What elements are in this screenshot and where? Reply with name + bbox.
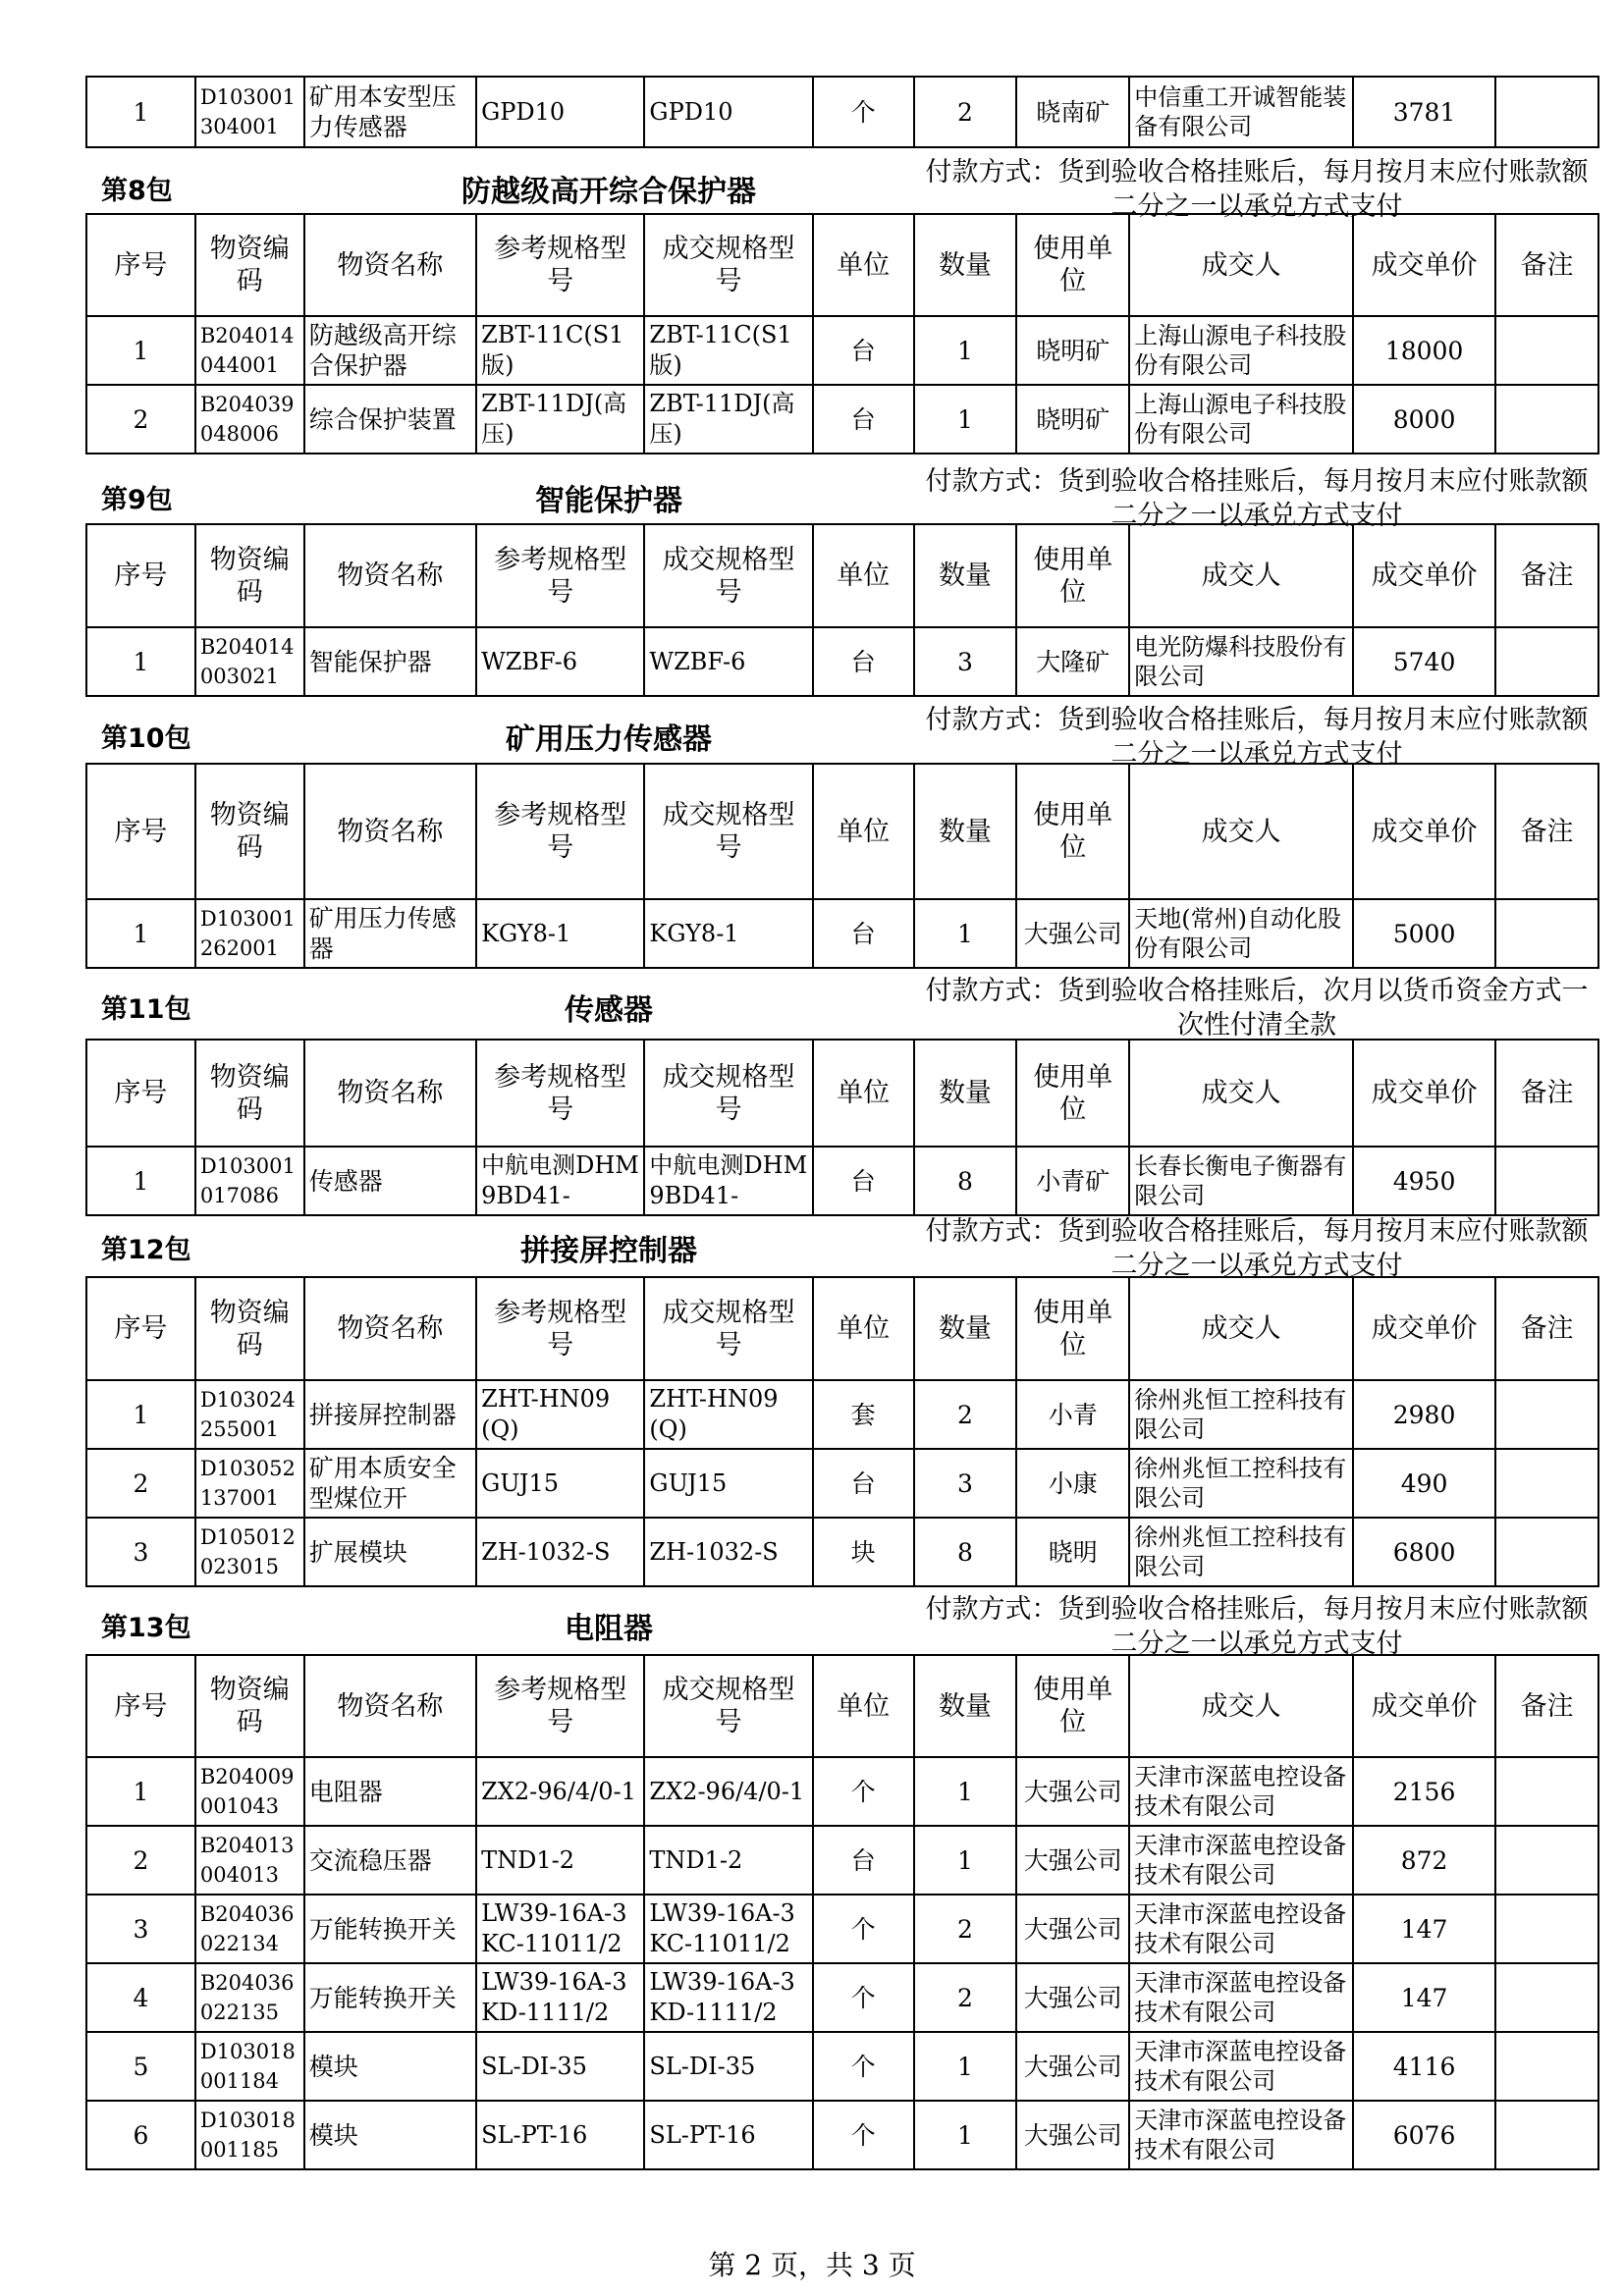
deal-spec-cell: LW39-16A-3KC-11011/2	[644, 1895, 812, 1963]
payment-terms: 付款方式：货到验收合格挂账后，每月按月末应付账款额二分之一以承兑方式支付	[925, 466, 1589, 531]
note-cell	[1495, 1757, 1598, 1826]
ref-spec-cell: ZHT-HN09(Q)	[476, 1380, 644, 1449]
name-cell: 传感器	[304, 1147, 476, 1215]
column-header: 序号	[86, 1040, 195, 1147]
column-header: 备注	[1495, 524, 1598, 627]
column-header: 物资名称	[304, 1040, 476, 1147]
column-header: 序号	[86, 1277, 195, 1380]
package-number: 第12包	[101, 1235, 191, 1265]
name-cell: 扩展模块	[304, 1518, 476, 1586]
column-header: 成交规格型号	[644, 214, 812, 316]
qty-cell: 8	[914, 1147, 1017, 1215]
column-header: 成交单价	[1353, 524, 1495, 627]
deal-spec-cell: WZBF-6	[644, 627, 812, 696]
column-header: 数量	[914, 1655, 1017, 1757]
code-cell: B204036022134	[195, 1895, 304, 1963]
deal-spec-cell: 中航电测DHM9BD41-	[644, 1147, 812, 1215]
ref-spec-cell: ZX2-96/4/0-1	[476, 1757, 644, 1826]
name-cell: 万能转换开关	[304, 1895, 476, 1963]
ref-spec-cell: 中航电测DHM9BD41-	[476, 1147, 644, 1215]
column-header: 成交人	[1129, 214, 1353, 316]
column-header: 使用单位	[1016, 1655, 1129, 1757]
vendor-cell: 徐州兆恒工控科技有限公司	[1129, 1449, 1353, 1518]
table-header-row	[86, 524, 1598, 627]
code-cell: D103018001184	[195, 2032, 304, 2101]
deal-spec-cell: GPD10	[644, 77, 812, 147]
column-header: 备注	[1495, 764, 1598, 899]
price-cell: 490	[1353, 1449, 1495, 1518]
name-cell: 拼接屏控制器	[304, 1380, 476, 1449]
column-header: 单位	[813, 214, 914, 316]
user-cell: 晓南矿	[1016, 77, 1129, 147]
column-header: 数量	[914, 1277, 1017, 1380]
ref-spec-cell: ZBT-11DJ(高压)	[476, 385, 644, 454]
vendor-cell: 中信重工开诚智能装备有限公司	[1129, 77, 1353, 147]
qty-cell: 3	[914, 627, 1017, 696]
package-table	[85, 763, 1599, 969]
unit-cell: 个	[813, 1963, 914, 2032]
note-cell	[1495, 627, 1598, 696]
price-cell: 2980	[1353, 1380, 1495, 1449]
package-title: 传感器	[565, 993, 653, 1028]
seq-cell: 5	[86, 2032, 195, 2101]
note-cell	[1495, 1826, 1598, 1895]
column-header: 使用单位	[1016, 1277, 1129, 1380]
column-header: 成交规格型号	[644, 524, 812, 627]
deal-spec-cell: ZX2-96/4/0-1	[644, 1757, 812, 1826]
user-cell: 大强公司	[1016, 2101, 1129, 2169]
table-row	[86, 316, 1598, 385]
deal-spec-cell: LW39-16A-3KD-1111/2	[644, 1963, 812, 2032]
name-cell: 矿用本安型压力传感器	[304, 77, 476, 147]
column-header: 成交单价	[1353, 1277, 1495, 1380]
deal-spec-cell: SL-DI-35	[644, 2032, 812, 2101]
unit-cell: 台	[813, 1826, 914, 1895]
unit-cell: 台	[813, 385, 914, 454]
note-cell	[1495, 77, 1598, 147]
code-cell: B204013004013	[195, 1826, 304, 1895]
price-cell: 2156	[1353, 1757, 1495, 1826]
column-header: 序号	[86, 214, 195, 316]
unit-cell: 个	[813, 2101, 914, 2169]
name-cell: 交流稳压器	[304, 1826, 476, 1895]
code-cell: B204014044001	[195, 316, 304, 385]
unit-cell: 个	[813, 77, 914, 147]
column-header: 成交单价	[1353, 1655, 1495, 1757]
payment-terms: 付款方式：货到验收合格挂账后，每月按月末应付账款额二分之一以承兑方式支付	[925, 705, 1589, 770]
column-header: 成交单价	[1353, 764, 1495, 899]
column-header: 备注	[1495, 1655, 1598, 1757]
name-cell: 智能保护器	[304, 627, 476, 696]
column-header: 物资编码	[195, 764, 304, 899]
column-header: 备注	[1495, 1277, 1598, 1380]
column-header: 单位	[813, 524, 914, 627]
code-cell: D103001304001	[195, 77, 304, 147]
code-cell: D103052137001	[195, 1449, 304, 1518]
price-cell: 5740	[1353, 627, 1495, 696]
column-header: 物资编码	[195, 524, 304, 627]
note-cell	[1495, 1518, 1598, 1586]
column-header: 物资名称	[304, 1277, 476, 1380]
column-header: 参考规格型号	[476, 764, 644, 899]
seq-cell: 3	[86, 1895, 195, 1963]
table-row	[86, 1757, 1598, 1826]
unit-cell: 套	[813, 1380, 914, 1449]
seq-cell: 2	[86, 1826, 195, 1895]
column-header: 成交规格型号	[644, 1277, 812, 1380]
column-header: 物资名称	[304, 524, 476, 627]
note-cell	[1495, 1963, 1598, 2032]
code-cell: D103018001185	[195, 2101, 304, 2169]
name-cell: 综合保护装置	[304, 385, 476, 454]
code-cell: D105012023015	[195, 1518, 304, 1586]
table-row	[86, 2101, 1598, 2169]
vendor-cell: 长春长衡电子衡器有限公司	[1129, 1147, 1353, 1215]
column-header: 物资编码	[195, 1040, 304, 1147]
package-table	[85, 213, 1599, 454]
table-row	[86, 1518, 1598, 1586]
payment-terms: 付款方式：货到验收合格挂账后，每月按月末应付账款额二分之一以承兑方式支付	[925, 157, 1589, 222]
qty-cell: 1	[914, 385, 1017, 454]
qty-cell: 1	[914, 899, 1017, 968]
deal-spec-cell: GUJ15	[644, 1449, 812, 1518]
column-header: 成交规格型号	[644, 1655, 812, 1757]
payment-terms: 付款方式：货到验收合格挂账后，次月以货币资金方式一次性付清全款	[925, 976, 1589, 1041]
vendor-cell: 上海山源电子科技股份有限公司	[1129, 385, 1353, 454]
ref-spec-cell: LW39-16A-3KC-11011/2	[476, 1895, 644, 1963]
table-row	[86, 77, 1598, 147]
ref-spec-cell: GUJ15	[476, 1449, 644, 1518]
package-table	[85, 1039, 1599, 1216]
unit-cell: 个	[813, 1757, 914, 1826]
column-header: 数量	[914, 764, 1017, 899]
column-header: 使用单位	[1016, 764, 1129, 899]
price-cell: 5000	[1353, 899, 1495, 968]
deal-spec-cell: ZBT-11DJ(高压)	[644, 385, 812, 454]
column-header: 参考规格型号	[476, 214, 644, 316]
price-cell: 4116	[1353, 2032, 1495, 2101]
seq-cell: 1	[86, 316, 195, 385]
code-cell: B204014003021	[195, 627, 304, 696]
vendor-cell: 天津市深蓝电控设备技术有限公司	[1129, 2032, 1353, 2101]
table-header-row	[86, 1277, 1598, 1380]
deal-spec-cell: SL-PT-16	[644, 2101, 812, 2169]
user-cell: 大隆矿	[1016, 627, 1129, 696]
column-header: 物资编码	[195, 214, 304, 316]
deal-spec-cell: ZHT-HN09(Q)	[644, 1380, 812, 1449]
ref-spec-cell: GPD10	[476, 77, 644, 147]
unit-cell: 个	[813, 1895, 914, 1963]
unit-cell: 台	[813, 1147, 914, 1215]
vendor-cell: 天地(常州)自动化股份有限公司	[1129, 899, 1353, 968]
package-number: 第9包	[101, 485, 173, 515]
table-row	[86, 385, 1598, 454]
package-number: 第11包	[101, 994, 191, 1025]
table-header-row	[86, 1040, 1598, 1147]
user-cell: 大强公司	[1016, 1757, 1129, 1826]
continued-table	[85, 76, 1599, 148]
vendor-cell: 上海山源电子科技股份有限公司	[1129, 316, 1353, 385]
vendor-cell: 徐州兆恒工控科技有限公司	[1129, 1518, 1353, 1586]
table-row	[86, 899, 1598, 968]
code-cell: D103001017086	[195, 1147, 304, 1215]
column-header: 成交单价	[1353, 1040, 1495, 1147]
ref-spec-cell: SL-DI-35	[476, 2032, 644, 2101]
column-header: 物资名称	[304, 214, 476, 316]
qty-cell: 1	[914, 1826, 1017, 1895]
deal-spec-cell: ZBT-11C(S1版)	[644, 316, 812, 385]
price-cell: 147	[1353, 1895, 1495, 1963]
price-cell: 3781	[1353, 77, 1495, 147]
column-header: 使用单位	[1016, 1040, 1129, 1147]
qty-cell: 2	[914, 77, 1017, 147]
code-cell: D103001262001	[195, 899, 304, 968]
vendor-cell: 天津市深蓝电控设备技术有限公司	[1129, 1895, 1353, 1963]
seq-cell: 4	[86, 1963, 195, 2032]
column-header: 使用单位	[1016, 214, 1129, 316]
column-header: 物资名称	[304, 1655, 476, 1757]
column-header: 成交规格型号	[644, 764, 812, 899]
package-title: 防越级高开综合保护器	[461, 175, 756, 209]
column-header: 参考规格型号	[476, 1655, 644, 1757]
deal-spec-cell: KGY8-1	[644, 899, 812, 968]
column-header: 参考规格型号	[476, 1277, 644, 1380]
table-row	[86, 2032, 1598, 2101]
table-header-row	[86, 1655, 1598, 1757]
column-header: 序号	[86, 764, 195, 899]
unit-cell: 个	[813, 2032, 914, 2101]
price-cell: 6800	[1353, 1518, 1495, 1586]
seq-cell: 1	[86, 899, 195, 968]
table-row	[86, 1449, 1598, 1518]
column-header: 成交人	[1129, 1655, 1353, 1757]
price-cell: 8000	[1353, 385, 1495, 454]
unit-cell: 台	[813, 1449, 914, 1518]
name-cell: 矿用压力传感器	[304, 899, 476, 968]
vendor-cell: 天津市深蓝电控设备技术有限公司	[1129, 2101, 1353, 2169]
note-cell	[1495, 316, 1598, 385]
user-cell: 小康	[1016, 1449, 1129, 1518]
column-header: 成交人	[1129, 764, 1353, 899]
table-header-row	[86, 214, 1598, 316]
code-cell: B204036022135	[195, 1963, 304, 2032]
note-cell	[1495, 2101, 1598, 2169]
column-header: 单位	[813, 1040, 914, 1147]
price-cell: 147	[1353, 1963, 1495, 2032]
column-header: 成交人	[1129, 524, 1353, 627]
column-header: 参考规格型号	[476, 524, 644, 627]
seq-cell: 1	[86, 1147, 195, 1215]
seq-cell: 3	[86, 1518, 195, 1586]
user-cell: 大强公司	[1016, 1826, 1129, 1895]
column-header: 物资名称	[304, 764, 476, 899]
price-cell: 18000	[1353, 316, 1495, 385]
payment-terms: 付款方式：货到验收合格挂账后，每月按月末应付账款额二分之一以承兑方式支付	[925, 1216, 1589, 1281]
table-header-row	[86, 764, 1598, 899]
vendor-cell: 电光防爆科技股份有限公司	[1129, 627, 1353, 696]
price-cell: 872	[1353, 1826, 1495, 1895]
deal-spec-cell: TND1-2	[644, 1826, 812, 1895]
user-cell: 晓明	[1016, 1518, 1129, 1586]
column-header: 数量	[914, 214, 1017, 316]
table-row	[86, 1380, 1598, 1449]
note-cell	[1495, 1895, 1598, 1963]
qty-cell: 2	[914, 1963, 1017, 2032]
column-header: 成交单价	[1353, 214, 1495, 316]
note-cell	[1495, 2032, 1598, 2101]
ref-spec-cell: KGY8-1	[476, 899, 644, 968]
seq-cell: 2	[86, 1449, 195, 1518]
column-header: 成交规格型号	[644, 1040, 812, 1147]
name-cell: 防越级高开综合保护器	[304, 316, 476, 385]
note-cell	[1495, 385, 1598, 454]
code-cell: B204009001043	[195, 1757, 304, 1826]
column-header: 使用单位	[1016, 524, 1129, 627]
qty-cell: 8	[914, 1518, 1017, 1586]
package-title: 电阻器	[565, 1612, 653, 1646]
page-footer: 第 2 页，共 3 页	[708, 2249, 916, 2281]
user-cell: 大强公司	[1016, 1895, 1129, 1963]
seq-cell: 1	[86, 1757, 195, 1826]
name-cell: 电阻器	[304, 1757, 476, 1826]
column-header: 单位	[813, 1655, 914, 1757]
column-header: 单位	[813, 764, 914, 899]
ref-spec-cell: TND1-2	[476, 1826, 644, 1895]
table-row	[86, 1147, 1598, 1215]
package-table	[85, 1276, 1599, 1587]
package-number: 第13包	[101, 1613, 191, 1643]
vendor-cell: 天津市深蓝电控设备技术有限公司	[1129, 1826, 1353, 1895]
column-header: 备注	[1495, 1040, 1598, 1147]
column-header: 数量	[914, 524, 1017, 627]
seq-cell: 1	[86, 77, 195, 147]
name-cell: 矿用本质安全型煤位开	[304, 1449, 476, 1518]
name-cell: 万能转换开关	[304, 1963, 476, 2032]
user-cell: 大强公司	[1016, 1963, 1129, 2032]
column-header: 物资编码	[195, 1655, 304, 1757]
qty-cell: 1	[914, 316, 1017, 385]
qty-cell: 1	[914, 1757, 1017, 1826]
unit-cell: 台	[813, 627, 914, 696]
package-table	[85, 1654, 1599, 2170]
table-row	[86, 1826, 1598, 1895]
unit-cell: 台	[813, 316, 914, 385]
package-title: 矿用压力传感器	[506, 722, 712, 757]
ref-spec-cell: ZH-1032-S	[476, 1518, 644, 1586]
qty-cell: 2	[914, 1380, 1017, 1449]
seq-cell: 2	[86, 385, 195, 454]
ref-spec-cell: SL-PT-16	[476, 2101, 644, 2169]
user-cell: 大强公司	[1016, 899, 1129, 968]
unit-cell: 台	[813, 899, 914, 968]
payment-terms: 付款方式：货到验收合格挂账后，每月按月末应付账款额二分之一以承兑方式支付	[925, 1594, 1589, 1659]
package-title: 拼接屏控制器	[520, 1234, 697, 1268]
column-header: 成交人	[1129, 1040, 1353, 1147]
code-cell: B204039048006	[195, 385, 304, 454]
table-row	[86, 1895, 1598, 1963]
name-cell: 模块	[304, 2101, 476, 2169]
column-header: 单位	[813, 1277, 914, 1380]
vendor-cell: 天津市深蓝电控设备技术有限公司	[1129, 1757, 1353, 1826]
table-row	[86, 627, 1598, 696]
package-title: 智能保护器	[535, 484, 682, 518]
column-header: 备注	[1495, 214, 1598, 316]
qty-cell: 1	[914, 2101, 1017, 2169]
price-cell: 4950	[1353, 1147, 1495, 1215]
name-cell: 模块	[304, 2032, 476, 2101]
user-cell: 大强公司	[1016, 2032, 1129, 2101]
code-cell: D103024255001	[195, 1380, 304, 1449]
ref-spec-cell: LW39-16A-3KD-1111/2	[476, 1963, 644, 2032]
column-header: 物资编码	[195, 1277, 304, 1380]
note-cell	[1495, 1147, 1598, 1215]
vendor-cell: 天津市深蓝电控设备技术有限公司	[1129, 1963, 1353, 2032]
note-cell	[1495, 899, 1598, 968]
seq-cell: 1	[86, 627, 195, 696]
seq-cell: 1	[86, 1380, 195, 1449]
qty-cell: 2	[914, 1895, 1017, 1963]
vendor-cell: 徐州兆恒工控科技有限公司	[1129, 1380, 1353, 1449]
column-header: 序号	[86, 524, 195, 627]
seq-cell: 6	[86, 2101, 195, 2169]
note-cell	[1495, 1380, 1598, 1449]
column-header: 参考规格型号	[476, 1040, 644, 1147]
column-header: 成交人	[1129, 1277, 1353, 1380]
column-header: 序号	[86, 1655, 195, 1757]
price-cell: 6076	[1353, 2101, 1495, 2169]
package-number: 第10包	[101, 723, 191, 754]
package-table	[85, 523, 1599, 697]
unit-cell: 块	[813, 1518, 914, 1586]
user-cell: 晓明矿	[1016, 385, 1129, 454]
ref-spec-cell: WZBF-6	[476, 627, 644, 696]
deal-spec-cell: ZH-1032-S	[644, 1518, 812, 1586]
user-cell: 晓明矿	[1016, 316, 1129, 385]
user-cell: 小青矿	[1016, 1147, 1129, 1215]
qty-cell: 3	[914, 1449, 1017, 1518]
note-cell	[1495, 1449, 1598, 1518]
user-cell: 小青	[1016, 1380, 1129, 1449]
qty-cell: 1	[914, 2032, 1017, 2101]
package-number: 第8包	[101, 176, 173, 206]
ref-spec-cell: ZBT-11C(S1版)	[476, 316, 644, 385]
column-header: 数量	[914, 1040, 1017, 1147]
table-row	[86, 1963, 1598, 2032]
